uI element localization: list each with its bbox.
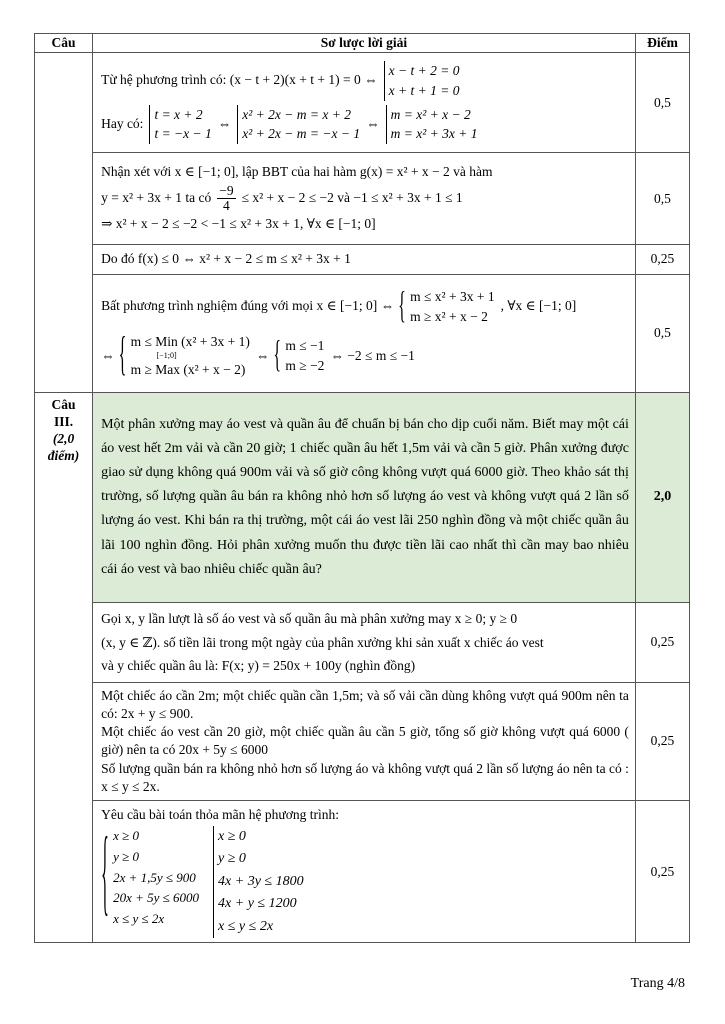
bracket-system bbox=[213, 826, 304, 938]
equation: m = x² + 3x + 1 bbox=[390, 126, 478, 142]
question-label-text: Câu bbox=[51, 396, 76, 412]
step-text: Nhận xét với x ∈ [−1; 0], lập BBT của hai hàm g(x) = x² + x − 2 và hàm bbox=[101, 164, 493, 180]
inequality: y ≥ 0 bbox=[218, 851, 246, 867]
points-cell: 0,5 bbox=[635, 274, 689, 392]
inequality: 4x + 3y ≤ 1800 bbox=[218, 873, 304, 889]
fraction bbox=[217, 184, 235, 213]
step-text: , ∀x ∈ [−1; 0] bbox=[500, 298, 577, 314]
equation: x − t + 2 = 0 bbox=[388, 63, 460, 79]
inequality: 2x + 1,5y ≤ 900 bbox=[113, 869, 196, 885]
points-cell: 0,25 bbox=[635, 602, 689, 682]
equation: { m ≤ −1 bbox=[285, 338, 325, 354]
brace-system bbox=[103, 826, 199, 930]
points-cell: 0,25 bbox=[635, 682, 689, 800]
solution-step bbox=[93, 274, 636, 392]
solution-step: Từ hệ phương trình có: (x − t + 2)(x + t + 1) = 0 ⇔ x − t + 2 = 0 x + t + 1 = 0 Hay có: t = x + 2 t = −x − 1 ⇔ x² + 2x − m = x + 2 x² + 2x − m = −x − 1 ⇔ m = x² + x − 2 m = x² + 3x + 1 bbox=[93, 53, 636, 153]
equation: m ≥ Max (x² + x − 2) bbox=[130, 361, 246, 377]
bracket-system bbox=[149, 105, 211, 144]
bracket-system bbox=[384, 61, 460, 100]
step-text: (x, y ∈ ℤ). số tiền lãi trong một ngày của phân xưởng khi sản xuất x chiếc áo vest bbox=[101, 634, 544, 650]
step-text: Từ hệ phương trình có: (x − t + 2)(x + t + 1) = 0 ⇔ bbox=[101, 72, 378, 88]
step-text: Hay có: bbox=[101, 115, 144, 131]
points-cell: 0,25 bbox=[635, 801, 689, 943]
step-text: Một chiếc áo vest cần 20 giờ, một chiếc quần âu cần 5 giờ, tổng số giờ không vượt quá 6000 ( giờ) nên ta có 20x + 5y ≤ 6000 bbox=[101, 724, 629, 758]
step-text: Số lượng quần bán ra không nhỏ hơn số lượng áo và không vượt quá 2 lần số lượng áo nên ta có : x ≤ y ≤ 2x. bbox=[101, 760, 629, 794]
inequality: 4x + y ≤ 1200 bbox=[218, 896, 297, 912]
equation: t = −x − 1 bbox=[154, 126, 212, 142]
points-cell: 0,25 bbox=[635, 245, 689, 275]
solution-table bbox=[34, 33, 690, 943]
inequality: y ≥ 0 bbox=[113, 848, 139, 864]
inequality: { x ≥ 0 bbox=[113, 828, 139, 844]
points-cell: 0,5 bbox=[635, 153, 689, 245]
step-text: ⇒ x² + x − 2 ≤ −2 < −1 ≤ x² + 3x + 1, ∀x ∈ [−1; 0] bbox=[101, 215, 376, 231]
step-text: ⇔ −2 ≤ m ≤ −1 bbox=[330, 347, 415, 363]
solution-step bbox=[93, 602, 636, 682]
page-number: Trang 4/8 bbox=[630, 976, 685, 991]
question-label bbox=[35, 392, 93, 942]
brace-system bbox=[400, 287, 494, 326]
table-row bbox=[35, 274, 690, 392]
table-row bbox=[35, 392, 690, 602]
header-solution: Sơ lược lời giải bbox=[93, 34, 636, 53]
question-label-text: điểm) bbox=[47, 447, 80, 463]
step-text: ⇔ bbox=[255, 347, 270, 363]
inequality: x ≤ y ≤ 2x bbox=[113, 911, 165, 927]
equation: x + t + 1 = 0 bbox=[388, 82, 460, 98]
question-label-text: (2,0 bbox=[52, 430, 75, 446]
question-cell-empty bbox=[35, 53, 93, 393]
subscript: [−1;0] bbox=[156, 350, 177, 360]
problem-statement: Một phân xưởng may áo vest và quần âu để chuẩn bị bán cho dịp cuối năm. Biết may một cái áo vest hết 2m vải và cần 20 giờ; 1 chiếc quần âu hết 1,5m vải và cần 5 giờ. Phân xưởng được giao sử dụng không quá 900m vải và số giờ công không vượt quá 6000 giờ. Theo khảo sát thị trường, số lượng quần âu bán ra không nhỏ hơn số lượng áo vest và không vượt quá 2 lần số lượng áo vest. Khi bán ra thị trường, một cái áo vest lãi 250 nghìn đồng và một chiếc quần âu lãi 100 nghìn đồng. Hỏi phân xưởng muốn thu được tiền lãi cao nhất thì cần may bao nhiêu cái áo vest và bao nhiêu chiếc quần âu? bbox=[93, 392, 636, 602]
step-text: y = x² + 3x + 1 ta có bbox=[101, 190, 212, 206]
table-row bbox=[35, 602, 690, 682]
points-cell: 0,5 bbox=[635, 53, 689, 153]
step-text: Do đó f(x) ≤ 0 ⇔ x² + x − 2 ≤ m ≤ x² + 3x + 1 bbox=[101, 251, 351, 266]
equation: m = x² + x − 2 bbox=[390, 106, 471, 122]
equation: m ≥ x² + x − 2 bbox=[410, 308, 488, 324]
table-row bbox=[35, 245, 690, 275]
equation: { m ≤ Min (x² + 3x + 1) bbox=[130, 334, 250, 350]
table-row bbox=[35, 682, 690, 800]
equation: t = x + 2 bbox=[154, 106, 203, 122]
bracket-system bbox=[237, 105, 360, 144]
question-label-text: III. bbox=[53, 413, 74, 429]
table-row bbox=[35, 801, 690, 943]
step-text: ⇔ bbox=[101, 347, 115, 363]
equation: m ≥ −2 bbox=[285, 357, 325, 373]
equation: x² + 2x − m = x + 2 bbox=[242, 106, 351, 122]
solution-step bbox=[93, 682, 636, 800]
table-header bbox=[35, 34, 690, 53]
inequality: 20x + 5y ≤ 6000 bbox=[113, 890, 200, 906]
step-text: Một chiếc áo cần 2m; một chiếc quần cần 1,5m; và số vải cần dùng không vượt quá 900m nên ta có: 2x + y ≤ 900. bbox=[101, 687, 629, 722]
equation: { m ≤ x² + 3x + 1 bbox=[410, 289, 495, 305]
header-points: Điểm bbox=[635, 34, 689, 53]
brace-system bbox=[275, 336, 324, 375]
denominator: 4 bbox=[223, 198, 230, 213]
bracket-system bbox=[386, 105, 478, 144]
table-row bbox=[35, 53, 690, 153]
step-text: Bất phương trình nghiệm đúng với mọi x ∈ [−1; 0] ⇔ bbox=[101, 298, 395, 314]
table-row bbox=[35, 153, 690, 245]
numerator: −9 bbox=[219, 182, 234, 198]
inequality: x ≥ 0 bbox=[218, 829, 246, 845]
header-question: Câu bbox=[35, 34, 93, 53]
step-text: Yêu cầu bài toán thỏa mãn hệ phương trình: bbox=[101, 807, 339, 823]
step-text: ≤ x² + x − 2 ≤ −2 và −1 ≤ x² + 3x + 1 ≤ 1 bbox=[241, 190, 463, 206]
step-text: và y chiếc quần âu là: F(x; y) = 250x + 100y (nghìn đồng) bbox=[101, 658, 416, 674]
step-text: Gọi x, y lần lượt là số áo vest và số quần âu mà phân xưởng may x ≥ 0; y ≥ 0 bbox=[101, 610, 518, 626]
solution-step bbox=[93, 801, 636, 943]
solution-step bbox=[93, 153, 636, 245]
equation: x² + 2x − m = −x − 1 bbox=[242, 126, 361, 142]
inequality: x ≤ y ≤ 2x bbox=[218, 918, 274, 934]
solution-step bbox=[93, 245, 636, 275]
points-cell: 2,0 bbox=[635, 392, 689, 602]
brace-system bbox=[121, 332, 250, 379]
